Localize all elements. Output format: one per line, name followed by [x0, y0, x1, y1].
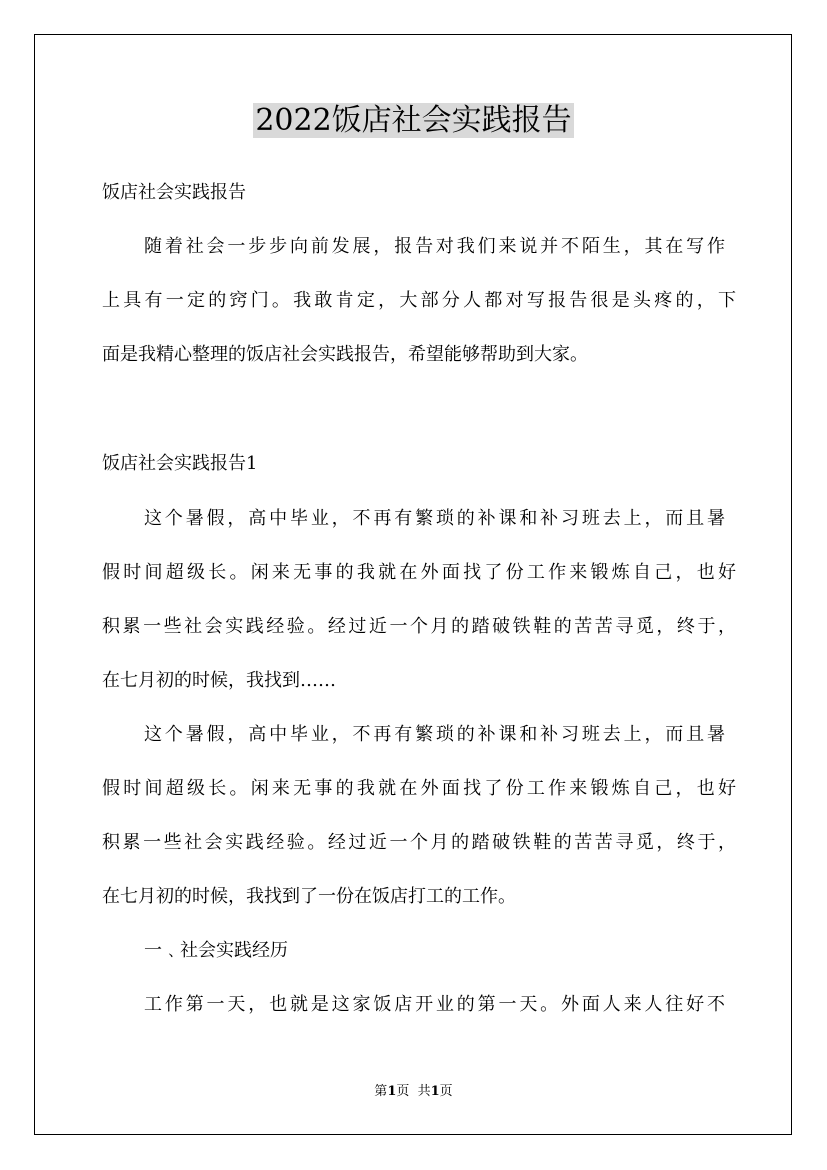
footer-page-mid: 页 共: [396, 1084, 431, 1099]
paragraph-line: 假时间超级长。闲来无事的我就在外面找了份工作来锻炼自己，也好: [102, 778, 736, 799]
footer-page-prefix: 第: [374, 1084, 388, 1099]
paragraph-line: 积累一些社会实践经验。经过近一个月的踏破铁鞋的苦苦寻觅，终于，: [102, 616, 736, 637]
subtitle-line: 饭店社会实践报告: [102, 182, 246, 203]
paragraph-line: 这个暑假，高中毕业，不再有繁琐的补课和补习班去上，而且暑: [144, 724, 725, 745]
paragraph-line: 工作第一天，也就是这家饭店开业的第一天。外面人来人往好不: [144, 994, 725, 1015]
paragraph-line: 随着社会一步步向前发展，报告对我们来说并不陌生，其在写作: [144, 236, 725, 257]
paragraph-line: 积累一些社会实践经验。经过近一个月的踏破铁鞋的苦苦寻觅，终于，: [102, 832, 736, 853]
page-footer: [0, 1083, 827, 1101]
paragraph-line: 这个暑假，高中毕业，不再有繁琐的补课和补习班去上，而且暑: [144, 508, 725, 529]
footer-page-total: 1: [430, 1084, 440, 1099]
paragraph-line: 面是我精心整理的饭店社会实践报告，希望能够帮助到大家。: [102, 344, 588, 365]
document-title: [0, 100, 827, 142]
paragraph-line: 在七月初的时候，我找到了一份在饭店打工的工作。: [102, 886, 516, 907]
paragraph-line: 上具有一定的窍门。我敢肯定，大部分人都对写报告很是头疼的，下: [102, 290, 736, 311]
document-title-text: 2022饭店社会实践报告: [255, 103, 572, 138]
section-heading: 饭店社会实践报告1: [102, 453, 258, 474]
paragraph-line: 在七月初的时候，我找到……: [102, 670, 336, 691]
footer-page-suffix: 页: [439, 1084, 453, 1099]
section-heading: 一﹑社会实践经历: [144, 940, 288, 961]
footer-page-current: 1: [387, 1084, 397, 1099]
paragraph-line: 假时间超级长。闲来无事的我就在外面找了份工作来锻炼自己，也好: [102, 562, 736, 583]
